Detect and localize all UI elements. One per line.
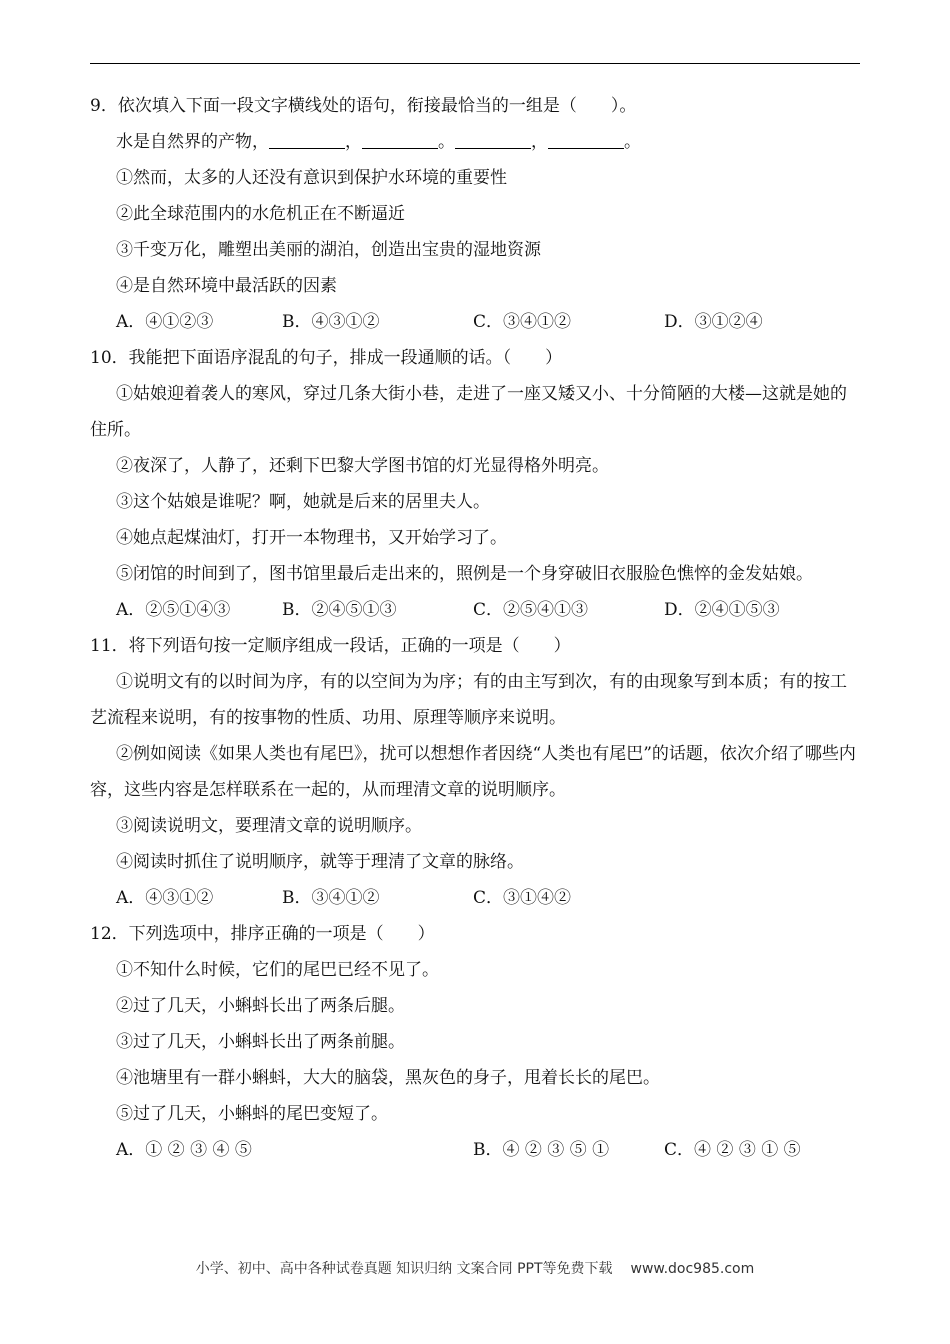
q9-stem: 9．依次填入下面一段文字横线处的语句，衔接最恰当的一组是（ ）。 (90, 96, 637, 116)
q12-stem: 12．下列选项中，排序正确的一项是（ ） (90, 924, 435, 944)
q9-blank-3[interactable] (455, 128, 531, 149)
q9-blank-2[interactable] (362, 128, 438, 149)
q11-item: ③阅读说明文，要理清文章的说明顺序。 (116, 816, 422, 836)
q9-passage-start: 水是自然界的产物， (116, 132, 269, 152)
q9-item: ②此全球范围内的水危机正在不断逼近 (116, 204, 405, 224)
q9-option-a[interactable]: A．④①②③ (116, 312, 214, 332)
q12-option-b[interactable]: B．④ ② ③ ⑤ ① (473, 1140, 610, 1160)
q11-item-1-text: ①说明文有的以时间为序，有的以空间为为序；有的由主写到次，有的由现象写到本质；有的按工艺流程来说明，有的按事物的性质、功用、原理等顺序来说明。 (90, 672, 847, 728)
q9-item: ④是自然环境中最活跃的因素 (116, 276, 337, 296)
q10-item: ②夜深了，人静了，还剩下巴黎大学图书馆的灯光显得格外明亮。 (116, 456, 609, 476)
q12-item: ⑤过了几天，小蝌蚪的尾巴变短了。 (116, 1104, 388, 1124)
q11-option-c[interactable]: C．③①④② (473, 888, 572, 908)
q10-option-c[interactable]: C．②⑤④①③ (473, 600, 589, 620)
q9-option-b[interactable]: B．④③①② (282, 312, 380, 332)
q12-option-a[interactable]: A．① ② ③ ④ ⑤ (116, 1140, 252, 1160)
q9-blank-1[interactable] (269, 128, 345, 149)
q12-item: ①不知什么时候，它们的尾巴已经不见了。 (116, 960, 439, 980)
q12-option-c[interactable]: C．④ ② ③ ① ⑤ (664, 1140, 801, 1160)
q9-period-1: 。 (438, 132, 455, 152)
q11-item (90, 736, 860, 808)
q12-item: ②过了几天，小蝌蚪长出了两条后腿。 (116, 996, 405, 1016)
q10-stem: 10．我能把下面语序混乱的句子，排成一段通顺的话。（ ） (90, 348, 563, 368)
q10-item-1-text: ①姑娘迎着袭人的寒风，穿过几条大街小巷，走进了一座又矮又小、十分简陋的大楼—这就是她的住所。 (90, 384, 847, 440)
q10-option-d[interactable]: D．②④①⑤③ (664, 600, 780, 620)
q9-passage (90, 124, 860, 160)
q11-option-a[interactable]: A．④③①② (116, 888, 214, 908)
q9-option-c[interactable]: C．③④①② (473, 312, 572, 332)
q12-options (90, 1132, 860, 1168)
q11-option-b[interactable]: B．③④①② (282, 888, 380, 908)
q10-item: ③这个姑娘是谁呢？啊，她就是后来的居里夫人。 (116, 492, 490, 512)
q11-item: ④阅读时抓住了说明顺序，就等于理清了文章的脉络。 (116, 852, 524, 872)
q10-option-b[interactable]: B．②④⑤①③ (282, 600, 397, 620)
q9-comma-2: ， (531, 132, 548, 152)
q11-item-2-text: ②例如阅读《如果人类也有尾巴》，扰可以想想作者因绕“人类也有尾巴”的话题，依次介绍了哪些内容，这些内容是怎样联系在一起的，从而理清文章的说明顺序。 (90, 744, 856, 800)
footer-text: 小学、初中、高中各种试卷真题 知识归纳 文案合同 PPT等免费下载 (195, 1261, 613, 1277)
header-rule (90, 63, 860, 64)
q12-item: ④池塘里有一群小蝌蚪，大大的脑袋，黑灰色的身子，甩着长长的尾巴。 (116, 1068, 660, 1088)
q9-blank-4[interactable] (548, 128, 624, 149)
q9-comma-1: ， (345, 132, 362, 152)
q10-options (90, 592, 860, 628)
q9-option-d[interactable]: D．③①②④ (664, 312, 763, 332)
q9-options (90, 304, 860, 340)
exam-page (90, 88, 860, 1168)
page-footer (0, 1258, 950, 1278)
q10-item (90, 376, 860, 448)
q11-options (90, 880, 860, 916)
q11-item (90, 664, 860, 736)
q9-period-2: 。 (624, 132, 641, 152)
q10-item (90, 556, 860, 592)
q9-item: ①然而，太多的人还没有意识到保护水环境的重要性 (116, 168, 507, 188)
footer-url[interactable]: www.doc985.com (630, 1261, 755, 1277)
q11-stem: 11．将下列语句按一定顺序组成一段话，正确的一项是（ ） (90, 636, 571, 656)
q10-item: ④她点起煤油灯，打开一本物理书，又开始学习了。 (116, 528, 507, 548)
q9-item: ③千变万化，雕塑出美丽的湖泊，创造出宝贵的湿地资源 (116, 240, 541, 260)
q12-item: ③过了几天，小蝌蚪长出了两条前腿。 (116, 1032, 405, 1052)
q10-item-5-text: ⑤闭馆的时间到了，图书馆里最后走出来的，照例是一个身穿破旧衣服脸色憔悴的金发姑娘。 (116, 564, 813, 584)
q10-option-a[interactable]: A．②⑤①④③ (116, 600, 231, 620)
